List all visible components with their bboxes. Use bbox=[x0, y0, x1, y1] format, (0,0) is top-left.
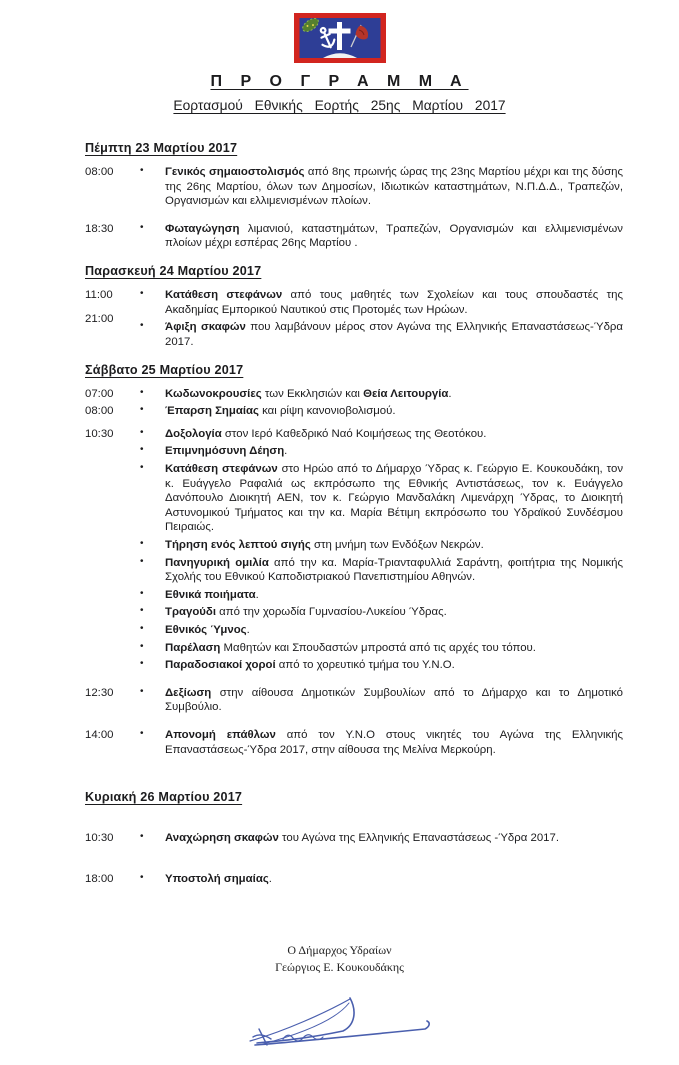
bullet-icon: • bbox=[140, 386, 144, 398]
item-time: 14:00 bbox=[85, 728, 114, 741]
bullet-icon: • bbox=[140, 426, 144, 438]
item-text: Τήρηση ενός λεπτού σιγής στη μνήμη των Ενδόξων Νεκρών. bbox=[165, 539, 484, 552]
hydra-flag-emblem bbox=[294, 13, 386, 63]
item-text: Απονομή επάθλων από τον Υ.Ν.Ο στους νικητές του Αγώνα της Ελληνικής Επαναστάσεως-Ύδρα 2017, στην αίθουσα της Μελίνα Μερκούρη. bbox=[165, 728, 624, 756]
item-text: Επιμνημόσυνη Δέηση. bbox=[165, 445, 288, 458]
schedule-item bbox=[85, 605, 623, 620]
section-heading: Σάββατο 25 Μαρτίου 2017 bbox=[85, 362, 244, 377]
page-title: Π Ρ Ο Γ Ρ Α Μ Μ Α bbox=[210, 73, 469, 90]
item-text: Εθνικά ποιήματα. bbox=[165, 588, 259, 601]
item-time: 21:00 bbox=[85, 313, 114, 326]
page-subtitle: Εορτασμού Εθνικής Εορτής 25ης Μαρτίου 2017 bbox=[173, 98, 506, 113]
schedule-section bbox=[85, 362, 623, 758]
signature-block bbox=[0, 942, 679, 1064]
item-time: 10:30 bbox=[85, 832, 114, 845]
item-text: Παραδοσιακοί χοροί από το χορευτικό τμήμα του Υ.Ν.Ο. bbox=[165, 659, 455, 672]
signatory-name: Γεώργιος Ε. Κουκουδάκης bbox=[275, 959, 404, 974]
item-text: Τραγούδι από την χορωδία Γυμνασίου-Λυκείου Ύδρας. bbox=[165, 606, 447, 619]
item-text: Δεξίωση στην αίθουσα Δημοτικών Συμβουλίων από το Δήμαρχο και το Δημοτικό Συμβούλιο. bbox=[165, 686, 623, 714]
schedule-item bbox=[85, 728, 623, 757]
item-text: Κατάθεση στεφάνων από τους μαθητές των Σχολείων και τους σπουδαστές της Ακαδημίας Εμπορικού Ναυτικού στις Προτομές των Ηρώων. bbox=[165, 289, 623, 316]
schedule-item bbox=[85, 444, 623, 459]
item-time: 08:00 bbox=[85, 166, 114, 179]
bullet-icon: • bbox=[140, 320, 144, 332]
schedule-item bbox=[85, 462, 623, 535]
item-time: 11:00 bbox=[85, 289, 113, 302]
bullet-icon: • bbox=[140, 538, 144, 550]
bullet-icon: • bbox=[140, 404, 144, 416]
schedule-section bbox=[85, 263, 623, 349]
section-heading: Παρασκευή 24 Μαρτίου 2017 bbox=[85, 264, 262, 279]
schedule-item bbox=[85, 556, 623, 585]
signature-scribble bbox=[245, 987, 435, 1065]
item-text: Αναχώρηση σκαφών του Αγώνα της Ελληνικής Επαναστάσεως -Ύδρα 2017. bbox=[165, 832, 560, 845]
section-heading: Κυριακή 26 Μαρτίου 2017 bbox=[85, 790, 243, 805]
bullet-icon: • bbox=[140, 622, 144, 634]
schedule-item bbox=[85, 831, 623, 846]
item-time: 12:30 bbox=[85, 686, 114, 699]
signatory-title: Ο Δήμαρχος Υδραίων bbox=[287, 943, 392, 958]
cross-vertical bbox=[337, 22, 342, 50]
schedule-item bbox=[85, 641, 623, 656]
item-text: Έπαρση Σημαίας και ρίψη κανονιοβολισμού. bbox=[165, 405, 396, 418]
bullet-icon: • bbox=[140, 658, 144, 670]
schedule-section bbox=[85, 789, 623, 886]
bullet-icon: • bbox=[140, 288, 144, 300]
bullet-icon: • bbox=[140, 685, 144, 697]
cross-horizontal bbox=[328, 29, 350, 34]
schedule-item bbox=[85, 538, 623, 553]
item-time: 07:00 bbox=[85, 387, 114, 400]
schedule-item bbox=[85, 427, 623, 442]
bullet-icon: • bbox=[140, 727, 144, 739]
item-time: 10:30 bbox=[85, 427, 114, 440]
bullet-icon: • bbox=[140, 165, 144, 177]
schedule-section bbox=[85, 140, 623, 251]
item-text: Γενικός σημαιοστολισμός από 8ης πρωινής ώρας της 23ης Μαρτίου μέχρι και της δύσης της 26ης Μαρτίου, όλων των Δημοσίων, Ιδιωτικών καταστημάτων, Ν.Π.Δ.Δ., Τραπεζών, Οργανισμών και ελλιμενισμένων πλοίων. bbox=[165, 166, 623, 208]
item-text: Παρέλαση Μαθητών και Σπουδαστών μπροστά από τις αρχές του τόπου. bbox=[165, 641, 536, 654]
bullet-icon: • bbox=[140, 444, 144, 456]
item-time: 18:00 bbox=[85, 872, 114, 885]
bullet-icon: • bbox=[140, 605, 144, 617]
schedule-item bbox=[85, 288, 623, 317]
section-heading: Πέμπτη 23 Μαρτίου 2017 bbox=[85, 141, 238, 155]
schedule-item bbox=[85, 387, 623, 402]
item-text: Φωταγώγηση λιμανιού, καταστημάτων, Τραπεζών, Οργανισμών και ελλιμενισμένων πλοίων μέχρι εσπέρας 26ης Μαρτίου . bbox=[165, 222, 623, 250]
item-text: Δοξολογία στον Ιερό Καθεδρικό Ναό Κοιμήσεως της Θεοτόκου. bbox=[165, 427, 487, 440]
schedule bbox=[85, 140, 623, 886]
schedule-item bbox=[85, 872, 623, 887]
schedule-item bbox=[85, 313, 623, 349]
bullet-icon: • bbox=[140, 462, 144, 474]
schedule-item bbox=[85, 588, 623, 603]
item-time: 18:30 bbox=[85, 222, 114, 235]
item-text: Κωδωνοκρουσίες των Εκκλησιών και Θεία Λειτουργία. bbox=[165, 387, 452, 400]
item-text: Κατάθεση στεφάνων στο Ηρώο από το Δήμαρχο Ύδρας κ. Γεώργιο Ε. Κουκουδάκη, τον κ. Ευάγγελο Ραφαλιά ως εκπρόσωπο της Εθνικής Αντιστάσεως, τον κ. Ευάγγελο Δανόπουλο Διοικητή ΑΕΝ, τον κ. Γεώργιο Μανδαλάκη Λιμενάρχη Ύδρας, το Διοικητή Αστυνομικού Τμήματος και την κα. Μαρία Βέτιμη εκπρόσωπο του Υδραϊκού Συνδέσμου Πειραιώς. bbox=[165, 463, 624, 534]
schedule-item bbox=[85, 222, 623, 251]
schedule-item bbox=[85, 165, 623, 209]
bullet-icon: • bbox=[140, 587, 144, 599]
bullet-icon: • bbox=[140, 831, 144, 843]
hydra-flag bbox=[294, 13, 386, 63]
item-text: Άφιξη σκαφών που λαμβάνουν μέρος στον Αγώνα της Ελληνικής Επαναστάσεως-Ύδρα 2017. bbox=[165, 321, 623, 348]
bullet-icon: • bbox=[140, 871, 144, 883]
bullet-icon: • bbox=[140, 640, 144, 652]
bullet-icon: • bbox=[140, 221, 144, 233]
item-text: Πανηγυρική ομιλία από την κα. Μαρία-Τριανταφυλλιά Σαράντη, φοιτήτρια της Νομικής Σχολής του Εθνικού Καποδιστριακού Πανεπιστημίου Αθηνών. bbox=[165, 556, 623, 584]
schedule-item bbox=[85, 404, 623, 419]
schedule-item bbox=[85, 658, 623, 673]
item-time: 08:00 bbox=[85, 405, 114, 418]
schedule-item bbox=[85, 623, 623, 638]
bullet-icon: • bbox=[140, 555, 144, 567]
item-text: Υποστολή σημαίας. bbox=[165, 872, 272, 885]
item-text: Εθνικός Ύμνος. bbox=[165, 623, 250, 636]
schedule-item bbox=[85, 686, 623, 715]
